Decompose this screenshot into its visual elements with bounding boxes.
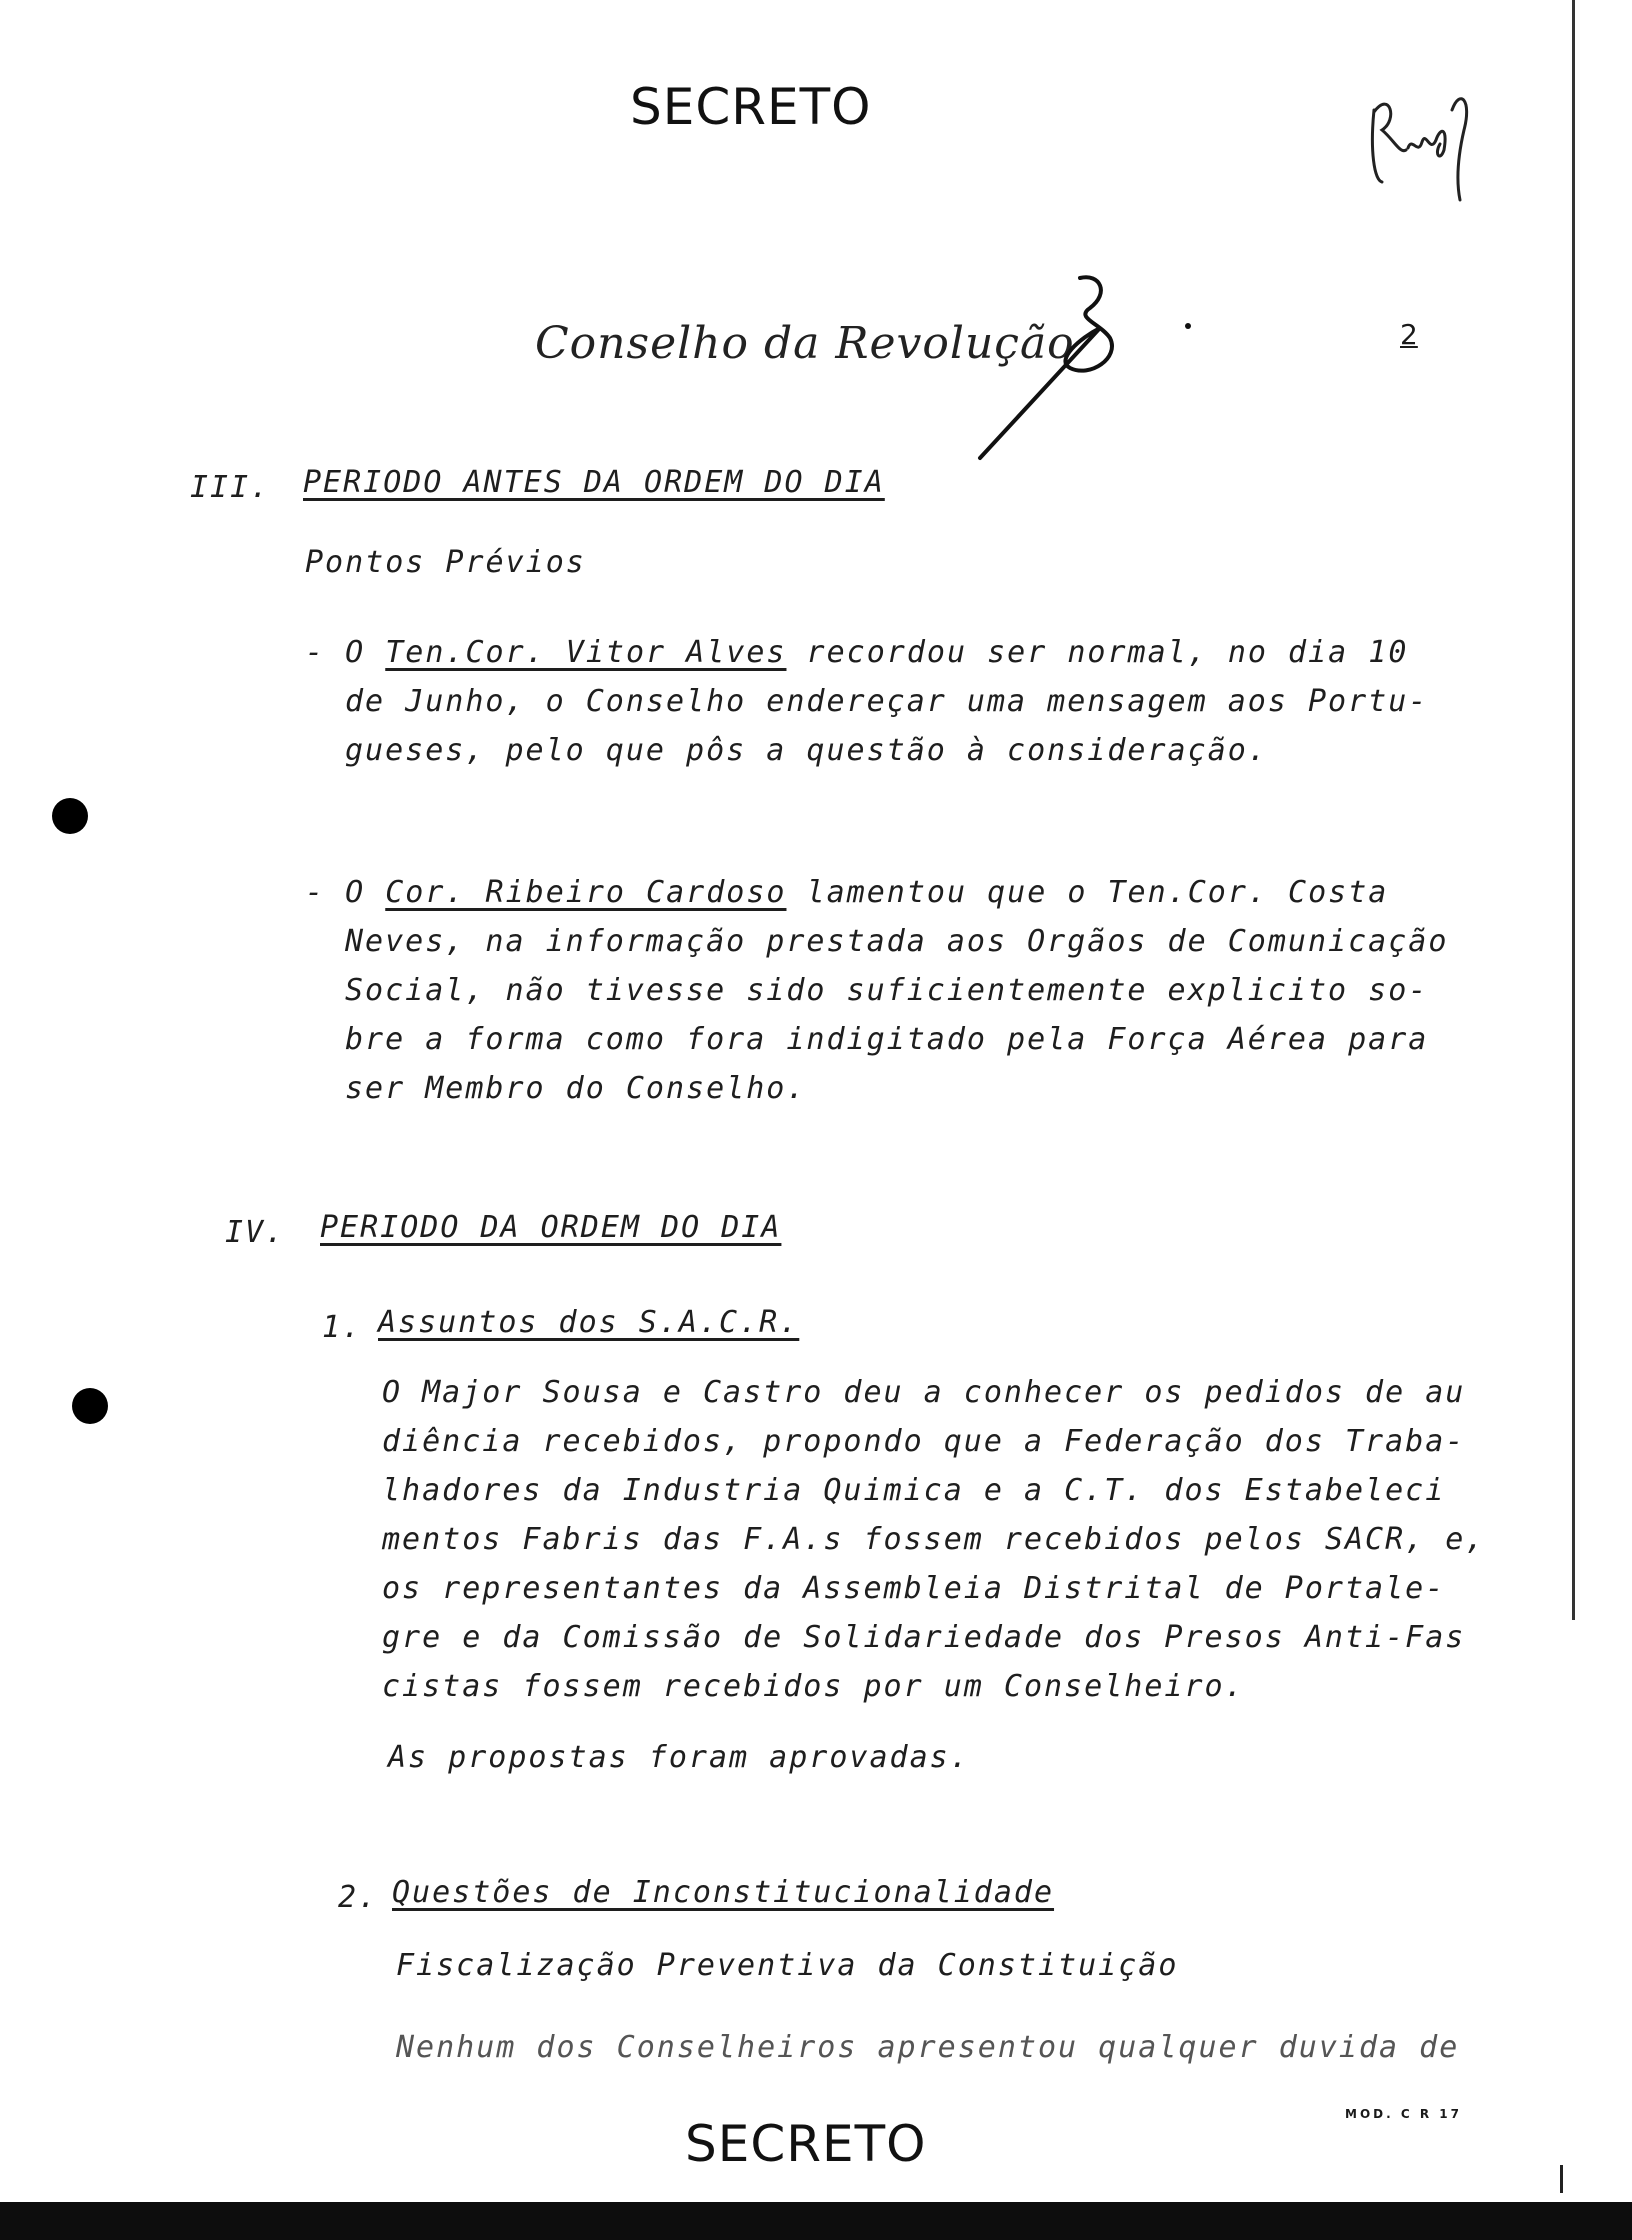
- item-1-conclusion: As propostas foram aprovadas.: [388, 1740, 970, 1775]
- scan-bottom-band: [0, 2202, 1632, 2240]
- form-code: MOD. C R 17: [1345, 2107, 1462, 2121]
- body-line: os representantes da Assembleia Distrital de Portale-: [382, 1571, 1446, 1606]
- item-2-line: Nenhum dos Conselheiros apresentou qualquer duvida de: [396, 2030, 1460, 2065]
- section-3-title: PERIODO ANTES DA ORDEM DO DIA: [303, 465, 885, 500]
- item-pre: O: [345, 635, 386, 670]
- item-vitor-alves-line-1: [305, 628, 1428, 677]
- page-number: 2: [1400, 318, 1418, 351]
- punch-hole: [52, 798, 88, 834]
- signature-stroke: [960, 268, 1200, 468]
- item-pre: O: [345, 875, 386, 910]
- item-vitor-alves: [305, 628, 1428, 775]
- item-line: de Junho, o Conselho endereçar uma mensagem aos Portu-: [345, 684, 1429, 719]
- letterhead: Conselho da Revolução: [535, 318, 1075, 369]
- item-line: Neves, na informação prestada aos Orgãos de Comunicação: [345, 924, 1449, 959]
- item-first-line-rest: lamentou que o Ten.Cor. Costa: [786, 875, 1389, 910]
- section-4-title: PERIODO DA ORDEM DO DIA: [320, 1210, 782, 1245]
- secret-stamp-bottom: SECRETO: [685, 2115, 927, 2173]
- section-3-numeral: III.: [190, 470, 271, 505]
- item-1-number: 1.: [322, 1310, 363, 1345]
- item-line: Social, não tivesse sido suficientemente explicito so-: [345, 973, 1429, 1008]
- handwritten-initials: [1360, 70, 1480, 210]
- item-2-title: Questões de Inconstitucionalidade: [392, 1875, 1055, 1910]
- speaker-name: Cor. Ribeiro Cardoso: [385, 875, 787, 910]
- punch-hole: [72, 1388, 108, 1424]
- item-line: gueses, pelo que pôs a questão à consideração.: [345, 733, 1268, 768]
- item-1-title: Assuntos dos S.A.C.R.: [378, 1305, 800, 1340]
- body-line: gre e da Comissão de Solidariedade dos Presos Anti-Fas: [382, 1620, 1466, 1655]
- item-first-line-rest: recordou ser normal, no dia 10: [786, 635, 1409, 670]
- body-line: lhadores da Industria Quimica e a C.T. dos Estabeleci: [382, 1473, 1446, 1508]
- section-4-numeral: IV.: [225, 1215, 286, 1250]
- item-line: ser Membro do Conselho.: [345, 1071, 807, 1106]
- item-ribeiro-cardoso: [305, 868, 1448, 1113]
- body-line: cistas fossem recebidos por um Conselheiro.: [382, 1669, 1245, 1704]
- item-2-subtitle: Fiscalização Preventiva da Constituição: [396, 1948, 1179, 1983]
- item-dash: -: [305, 875, 326, 910]
- body-line: diência recebidos, propondo que a Federação dos Traba-: [382, 1424, 1466, 1459]
- item-line: bre a forma como fora indigitado pela Força Aérea para: [345, 1022, 1429, 1057]
- item-1-body: [382, 1368, 1485, 1711]
- body-line: O Major Sousa e Castro deu a conhecer os pedidos de au: [382, 1375, 1466, 1410]
- scan-edge-mark: [1560, 2165, 1563, 2193]
- scan-edge-line: [1572, 0, 1575, 1620]
- section-3-subtitle: Pontos Prévios: [305, 545, 586, 580]
- body-line: mentos Fabris das F.A.s fossem recebidos pelos SACR, e,: [382, 1522, 1486, 1557]
- speaker-name: Ten.Cor. Vitor Alves: [385, 635, 787, 670]
- item-dash: -: [305, 635, 326, 670]
- item-2-number: 2.: [338, 1880, 379, 1915]
- secret-stamp-top: SECRETO: [630, 78, 872, 136]
- item-ribeiro-cardoso-line-1: [305, 868, 1448, 917]
